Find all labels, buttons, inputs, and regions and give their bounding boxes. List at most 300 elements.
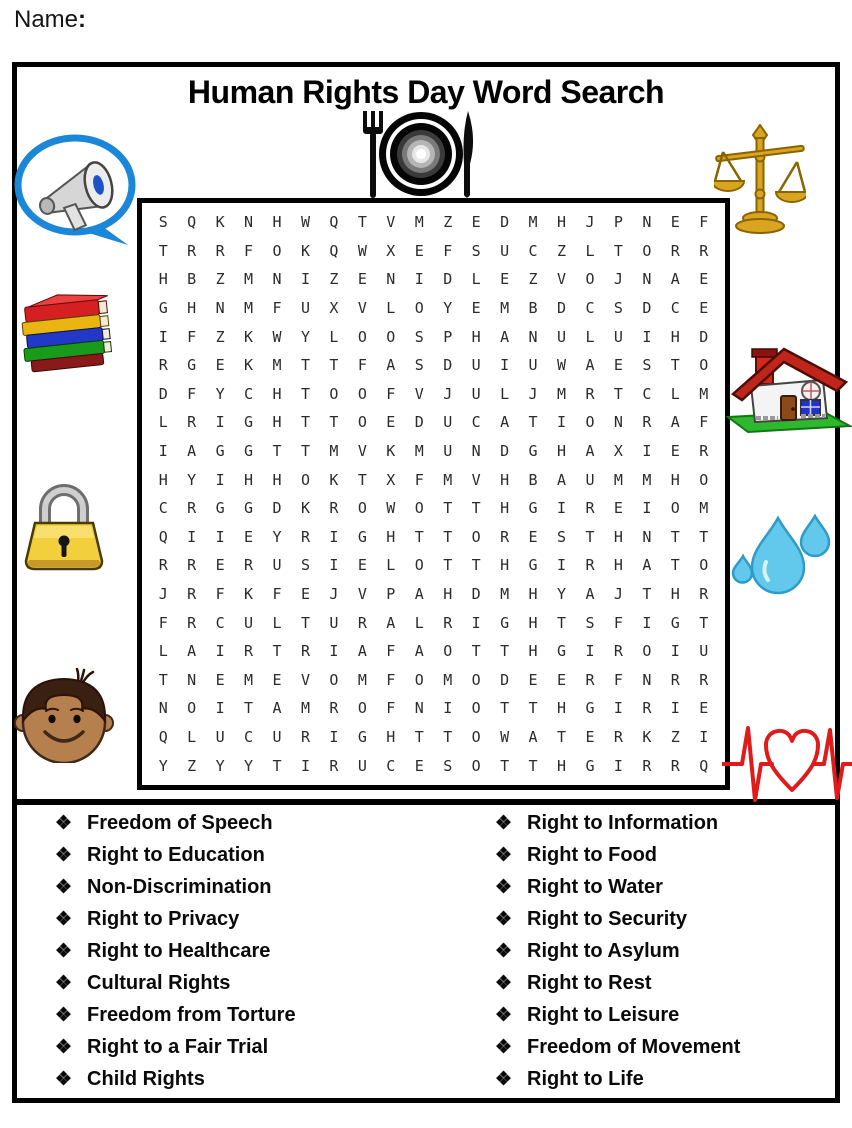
word-label: Right to Information: [527, 811, 719, 834]
grid-cell: G: [585, 699, 595, 718]
grid-cell: R: [158, 356, 168, 375]
word-label: Right to Life: [527, 1067, 644, 1090]
word-label: Freedom of Speech: [87, 811, 273, 834]
grid-cell: R: [642, 699, 652, 718]
diamond-bullet-icon: ❖: [495, 1004, 513, 1026]
grid-cell: R: [158, 556, 168, 575]
grid-cell: K: [642, 728, 652, 747]
diamond-bullet-icon: ❖: [55, 844, 73, 866]
word-list-item: [55, 871, 296, 903]
grid-cell: O: [357, 413, 367, 432]
grid-cell: L: [187, 728, 197, 747]
grid-cell: S: [300, 556, 310, 575]
word-label: Right to a Fair Trial: [87, 1035, 269, 1058]
grid-cell: E: [215, 670, 225, 689]
grid-cell: H: [244, 470, 254, 489]
word-label: Non-Discrimination: [87, 875, 272, 898]
grid-cell: L: [670, 384, 680, 403]
grid-cell: Y: [158, 756, 168, 775]
grid-cell: R: [187, 241, 197, 260]
grid-cell: B: [528, 299, 538, 318]
grid-cell: E: [414, 241, 424, 260]
grid-cell: T: [642, 585, 652, 604]
diamond-bullet-icon: ❖: [495, 876, 513, 898]
grid-cell: R: [585, 556, 595, 575]
grid-cell: O: [187, 699, 197, 718]
grid-cell: G: [244, 499, 254, 518]
grid-cell: H: [670, 585, 680, 604]
grid-cell: J: [585, 213, 595, 232]
grid-cell: T: [300, 384, 310, 403]
grid-cell: F: [443, 241, 453, 260]
grid-cell: T: [528, 756, 538, 775]
grid-cell: A: [585, 442, 595, 461]
grid-cell: I: [585, 642, 595, 661]
grid-cell: L: [272, 613, 282, 632]
grid-cell: H: [158, 470, 168, 489]
grid-cell: H: [158, 270, 168, 289]
grid-cell: R: [300, 728, 310, 747]
grid-cell: O: [471, 728, 481, 747]
grid-cell: E: [613, 356, 623, 375]
grid-cell: E: [471, 299, 481, 318]
grid-cell: P: [613, 213, 623, 232]
grid-cell: L: [585, 241, 595, 260]
grid-cell: F: [613, 670, 623, 689]
grid-cell: K: [215, 213, 225, 232]
grid-cell: T: [158, 241, 168, 260]
grid-cell: S: [443, 756, 453, 775]
grid-cell: T: [272, 442, 282, 461]
grid-cell: U: [613, 327, 623, 346]
word-label: Right to Security: [527, 907, 688, 930]
grid-cell: Y: [215, 756, 225, 775]
grid-cell: M: [244, 670, 254, 689]
grid-cell: A: [585, 585, 595, 604]
diamond-bullet-icon: ❖: [55, 1004, 73, 1026]
grid-cell: E: [670, 213, 680, 232]
grid-cell: U: [500, 241, 510, 260]
grid-cell: Q: [158, 728, 168, 747]
grid-cell: Z: [215, 327, 225, 346]
grid-cell: T: [300, 413, 310, 432]
grid-cell: A: [500, 413, 510, 432]
grid-cell: C: [244, 728, 254, 747]
word-list-item: [55, 903, 296, 935]
word-list-item: [55, 807, 296, 839]
grid-cell: U: [329, 613, 339, 632]
grid-cell: A: [670, 413, 680, 432]
grid-cell: K: [244, 356, 254, 375]
grid-cell: U: [443, 442, 453, 461]
grid-cell: O: [357, 699, 367, 718]
grid-cell: F: [158, 613, 168, 632]
grid-cell: I: [699, 728, 709, 747]
grid-cell: U: [557, 327, 567, 346]
grid-cell: F: [187, 384, 197, 403]
grid-cell: G: [187, 356, 197, 375]
grid-cell: W: [272, 327, 282, 346]
grid-cell: T: [613, 384, 623, 403]
grid-cell: T: [357, 470, 367, 489]
grid-cell: I: [329, 728, 339, 747]
grid-cell: M: [642, 470, 652, 489]
grid-cell: L: [386, 556, 396, 575]
grid-cell: F: [187, 327, 197, 346]
grid-cell: H: [557, 699, 567, 718]
name-field-label: [14, 6, 86, 34]
diamond-bullet-icon: ❖: [495, 1068, 513, 1090]
grid-cell: U: [471, 356, 481, 375]
diamond-bullet-icon: ❖: [495, 940, 513, 962]
word-label: Right to Healthcare: [87, 939, 271, 962]
grid-cell: W: [386, 499, 396, 518]
grid-cell: Q: [158, 527, 168, 546]
grid-cell: F: [613, 613, 623, 632]
word-list-item: [495, 903, 740, 935]
grid-cell: H: [443, 585, 453, 604]
grid-cell: R: [699, 241, 709, 260]
grid-cell: T: [699, 613, 709, 632]
grid-cell: L: [471, 270, 481, 289]
grid-cell: I: [500, 356, 510, 375]
grid-cell: N: [642, 670, 652, 689]
grid-cell: M: [329, 442, 339, 461]
grid-cell: G: [244, 413, 254, 432]
grid-cell: O: [642, 642, 652, 661]
grid-cell: O: [300, 470, 310, 489]
grid-cell: R: [642, 756, 652, 775]
grid-cell: F: [244, 241, 254, 260]
word-label: Freedom of Movement: [527, 1035, 741, 1058]
grid-cell: F: [272, 585, 282, 604]
grid-cell: I: [670, 699, 680, 718]
grid-cell: N: [471, 442, 481, 461]
grid-cell: B: [187, 270, 197, 289]
grid-cell: S: [613, 299, 623, 318]
grid-cell: D: [500, 670, 510, 689]
grid-cell: Z: [670, 728, 680, 747]
grid-cell: N: [215, 299, 225, 318]
grid-cell: S: [585, 613, 595, 632]
diamond-bullet-icon: ❖: [55, 1036, 73, 1058]
grid-cell: R: [300, 527, 310, 546]
grid-cell: T: [244, 699, 254, 718]
grid-cell: N: [187, 670, 197, 689]
grid-cell: D: [443, 356, 453, 375]
water-drops-icon: [730, 510, 832, 598]
grid-cell: A: [386, 356, 396, 375]
grid-cell: L: [414, 613, 424, 632]
grid-cell: M: [443, 470, 453, 489]
grid-cell: H: [471, 327, 481, 346]
grid-cell: R: [357, 613, 367, 632]
grid-cell: F: [386, 699, 396, 718]
grid-cell: I: [215, 527, 225, 546]
grid-cell: R: [585, 384, 595, 403]
grid-cell: M: [414, 213, 424, 232]
grid-cell: E: [500, 270, 510, 289]
grid-cell: T: [443, 728, 453, 747]
grid-cell: N: [528, 327, 538, 346]
grid-cell: I: [642, 442, 652, 461]
grid-cell: V: [357, 299, 367, 318]
grid-cell: T: [528, 413, 538, 432]
grid-cell: M: [357, 670, 367, 689]
grid-cell: I: [215, 413, 225, 432]
section-divider: [12, 799, 840, 805]
grid-cell: L: [329, 327, 339, 346]
word-label: Right to Privacy: [87, 907, 240, 930]
grid-cell: V: [471, 470, 481, 489]
grid-cell: U: [699, 642, 709, 661]
grid-cell: Z: [443, 213, 453, 232]
grid-cell: O: [585, 413, 595, 432]
grid-cell: K: [244, 327, 254, 346]
grid-cell: A: [357, 642, 367, 661]
books-icon: [18, 291, 118, 388]
grid-cell: R: [329, 499, 339, 518]
grid-cell: G: [585, 756, 595, 775]
grid-cell: J: [528, 384, 538, 403]
grid-cell: E: [613, 499, 623, 518]
plate-cutlery-icon: [358, 108, 480, 200]
word-label: Right to Leisure: [527, 1003, 680, 1026]
grid-cell: Q: [329, 241, 339, 260]
grid-cell: Z: [329, 270, 339, 289]
grid-cell: X: [386, 470, 396, 489]
grid-cell: Y: [244, 756, 254, 775]
grid-cell: N: [244, 213, 254, 232]
grid-cell: V: [357, 442, 367, 461]
grid-cell: T: [471, 556, 481, 575]
grid-cell: S: [158, 213, 168, 232]
grid-cell: T: [585, 527, 595, 546]
grid-cell: W: [300, 213, 310, 232]
grid-cell: E: [244, 527, 254, 546]
grid-cell: R: [329, 756, 339, 775]
grid-cell: H: [557, 756, 567, 775]
grid-cell: H: [386, 728, 396, 747]
grid-cell: A: [187, 642, 197, 661]
grid-cell: I: [187, 527, 197, 546]
knife-icon: [464, 111, 474, 198]
grid-cell: G: [670, 613, 680, 632]
grid-cell: M: [300, 699, 310, 718]
word-label: Child Rights: [87, 1067, 205, 1090]
grid-cell: G: [500, 613, 510, 632]
grid-cell: V: [557, 270, 567, 289]
grid-cell: O: [471, 699, 481, 718]
grid-cell: T: [557, 613, 567, 632]
grid-cell: J: [613, 270, 623, 289]
grid-cell: U: [585, 470, 595, 489]
grid-cell: G: [357, 728, 367, 747]
grid-cell: S: [557, 527, 567, 546]
grid-cell: R: [699, 585, 709, 604]
word-list-item: [55, 935, 296, 967]
grid-cell: O: [699, 356, 709, 375]
grid-cell: T: [670, 556, 680, 575]
grid-cell: R: [642, 413, 652, 432]
word-list-item: [55, 999, 296, 1031]
grid-cell: M: [557, 384, 567, 403]
grid-cell: D: [500, 213, 510, 232]
grid-cell: T: [300, 442, 310, 461]
grid-cell: H: [613, 527, 623, 546]
word-list-right: [495, 807, 740, 1095]
word-list-left: [55, 807, 296, 1095]
grid-cell: C: [386, 756, 396, 775]
grid-cell: R: [500, 527, 510, 546]
grid-cell: D: [699, 327, 709, 346]
grid-cell: O: [414, 670, 424, 689]
grid-cell: Y: [300, 327, 310, 346]
grid-cell: F: [699, 413, 709, 432]
page-title: Human Rights Day Word Search: [187, 74, 665, 110]
grid-cell: I: [670, 642, 680, 661]
diamond-bullet-icon: ❖: [55, 908, 73, 930]
grid-cell: Y: [272, 527, 282, 546]
grid-cell: O: [642, 241, 652, 260]
word-list-item: [55, 967, 296, 999]
grid-cell: T: [300, 613, 310, 632]
grid-cell: R: [585, 670, 595, 689]
grid-cell: G: [557, 642, 567, 661]
grid-cell: F: [414, 470, 424, 489]
grid-cell: U: [215, 728, 225, 747]
grid-cell: T: [272, 642, 282, 661]
grid-cell: O: [471, 756, 481, 775]
grid-cell: U: [357, 756, 367, 775]
grid-cell: R: [670, 670, 680, 689]
grid-cell: T: [158, 670, 168, 689]
grid-cell: I: [158, 327, 168, 346]
diamond-bullet-icon: ❖: [495, 908, 513, 930]
grid-cell: T: [443, 556, 453, 575]
grid-cell: N: [158, 699, 168, 718]
grid-cell: R: [187, 585, 197, 604]
grid-cell: O: [670, 499, 680, 518]
grid-cell: R: [187, 613, 197, 632]
word-label: Right to Food: [527, 843, 657, 866]
grid-cell: G: [158, 299, 168, 318]
grid-cell: T: [699, 527, 709, 546]
grid-cell: O: [471, 527, 481, 546]
grid-cell: D: [443, 270, 453, 289]
grid-cell: F: [386, 642, 396, 661]
grid-cell: K: [300, 241, 310, 260]
grid-cell: I: [642, 499, 652, 518]
grid-cell: Y: [557, 585, 567, 604]
grid-cell: A: [187, 442, 197, 461]
grid-cell: I: [557, 556, 567, 575]
grid-cell: G: [528, 442, 538, 461]
grid-cell: O: [414, 299, 424, 318]
grid-cell: F: [699, 213, 709, 232]
grid-cell: M: [272, 356, 282, 375]
house-icon: [726, 334, 852, 434]
grid-cell: M: [699, 499, 709, 518]
grid-cell: V: [357, 585, 367, 604]
grid-cell: R: [187, 556, 197, 575]
grid-cell: L: [158, 642, 168, 661]
grid-cell: O: [357, 384, 367, 403]
word-list-item: [495, 807, 740, 839]
grid-cell: R: [670, 241, 680, 260]
grid-cell: I: [300, 270, 310, 289]
word-list-item: [495, 1063, 740, 1095]
grid-cell: I: [557, 499, 567, 518]
grid-cell: T: [500, 642, 510, 661]
word-list-item: [495, 871, 740, 903]
grid-cell: E: [215, 356, 225, 375]
grid-cell: H: [272, 213, 282, 232]
grid-cell: E: [699, 299, 709, 318]
grid-cell: O: [329, 384, 339, 403]
grid-cell: E: [528, 670, 538, 689]
grid-cell: X: [386, 241, 396, 260]
word-label: Right to Education: [87, 843, 265, 866]
grid-cell: M: [500, 299, 510, 318]
grid-cell: R: [613, 642, 623, 661]
grid-cell: S: [414, 327, 424, 346]
grid-cell: T: [670, 527, 680, 546]
diamond-bullet-icon: ❖: [55, 812, 73, 834]
grid-cell: Q: [699, 756, 709, 775]
grid-cell: J: [443, 384, 453, 403]
grid-cell: A: [272, 699, 282, 718]
word-label: Right to Asylum: [527, 939, 680, 962]
grid-cell: H: [670, 327, 680, 346]
grid-cell: O: [414, 556, 424, 575]
grid-cell: G: [357, 527, 367, 546]
grid-cell: C: [244, 384, 254, 403]
grid-cell: P: [386, 585, 396, 604]
grid-cell: E: [414, 756, 424, 775]
grid-cell: U: [272, 556, 282, 575]
grid-cell: E: [471, 213, 481, 232]
grid-cell: R: [670, 756, 680, 775]
grid-cell: H: [500, 556, 510, 575]
grid-cell: T: [443, 499, 453, 518]
grid-cell: A: [528, 728, 538, 747]
grid-cell: M: [244, 299, 254, 318]
grid-cell: N: [613, 413, 623, 432]
grid-cell: I: [215, 470, 225, 489]
grid-cell: H: [500, 470, 510, 489]
grid-cell: R: [187, 413, 197, 432]
grid-cell: V: [386, 213, 396, 232]
grid-cell: F: [386, 670, 396, 689]
grid-cell: O: [699, 556, 709, 575]
grid-cell: N: [272, 270, 282, 289]
grid-cell: U: [244, 613, 254, 632]
grid-cell: C: [670, 299, 680, 318]
grid-cell: O: [357, 327, 367, 346]
grid-cell: T: [357, 213, 367, 232]
grid-cell: I: [642, 613, 652, 632]
grid-cell: V: [300, 670, 310, 689]
grid-cell: O: [585, 270, 595, 289]
grid-cell: R: [699, 670, 709, 689]
grid-cell: L: [386, 299, 396, 318]
grid-cell: G: [528, 556, 538, 575]
megaphone-icon: [14, 132, 142, 248]
grid-cell: D: [642, 299, 652, 318]
grid-cell: M: [500, 585, 510, 604]
grid-cell: J: [158, 585, 168, 604]
